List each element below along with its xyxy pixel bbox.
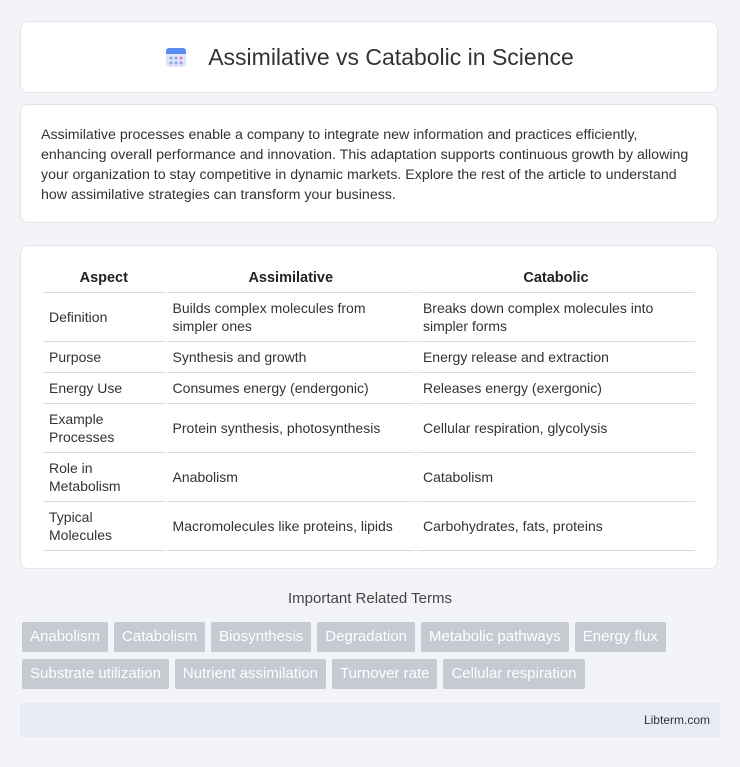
tag-cellular-respiration[interactable]: Cellular respiration: [443, 659, 584, 689]
table-cell: Breaks down complex molecules into simpler forms: [417, 293, 695, 342]
table-row: [43, 373, 695, 404]
comparison-table: [41, 266, 697, 551]
table-header-row: [43, 266, 695, 293]
table-row: [43, 502, 695, 551]
table-cell: Role in Metabolism: [43, 453, 165, 502]
related-terms-list: [22, 622, 722, 689]
table-cell: Energy release and extraction: [417, 342, 695, 373]
table-row: [43, 453, 695, 502]
intro-card: [20, 104, 718, 223]
footer-source-link[interactable]: Libterm.com: [643, 713, 710, 727]
related-terms-title: Important Related Terms: [288, 590, 452, 607]
column-header-catabolic: Catabolic: [417, 266, 695, 293]
table-cell: Typical Molecules: [43, 502, 165, 551]
table-cell: Builds complex molecules from simpler ones: [167, 293, 415, 342]
table-cell: Catabolism: [417, 453, 695, 502]
tag-metabolic-pathways[interactable]: Metabolic pathways: [421, 622, 569, 652]
column-header-assimilative: Assimilative: [167, 266, 415, 293]
table-cell: Protein synthesis, photosynthesis: [167, 404, 415, 453]
tag-energy-flux[interactable]: Energy flux: [575, 622, 666, 652]
tag-turnover-rate[interactable]: Turnover rate: [332, 659, 437, 689]
tag-substrate-utilization[interactable]: Substrate utilization: [22, 659, 169, 689]
tag-biosynthesis[interactable]: Biosynthesis: [211, 622, 311, 652]
tag-nutrient-assimilation[interactable]: Nutrient assimilation: [175, 659, 326, 689]
table-cell: Definition: [43, 293, 165, 342]
table-cell: Synthesis and growth: [167, 342, 415, 373]
calendar-grid-icon: [164, 45, 188, 69]
tag-catabolism[interactable]: Catabolism: [114, 622, 205, 652]
column-header-aspect: Aspect: [43, 266, 165, 293]
footer: [20, 703, 720, 737]
table-row: [43, 293, 695, 342]
table-row: [43, 404, 695, 453]
table-cell: Releases energy (exergonic): [417, 373, 695, 404]
table-cell: Anabolism: [167, 453, 415, 502]
table-cell: Macromolecules like proteins, lipids: [167, 502, 415, 551]
table-cell: Carbohydrates, fats, proteins: [417, 502, 695, 551]
table-cell: Cellular respiration, glycolysis: [417, 404, 695, 453]
tag-degradation[interactable]: Degradation: [317, 622, 415, 652]
comparison-table-card: [20, 245, 718, 569]
intro-text: Assimilative processes enable a company to integrate new information and practices efficiently, enhancing overall performance and innovation. This adaptation supports continuous growth by allowing your organization to stay competitive in dynamic markets. Explore the rest of the article to understand how assimilative strategies can transform your business.: [41, 127, 689, 203]
page-title: Assimilative vs Catabolic in Science: [208, 43, 574, 70]
tag-anabolism[interactable]: Anabolism: [22, 622, 108, 652]
table-cell: Purpose: [43, 342, 165, 373]
title-card: [20, 21, 718, 93]
table-cell: Consumes energy (endergonic): [167, 373, 415, 404]
table-cell: Example Processes: [43, 404, 165, 453]
table-row: [43, 342, 695, 373]
table-cell: Energy Use: [43, 373, 165, 404]
